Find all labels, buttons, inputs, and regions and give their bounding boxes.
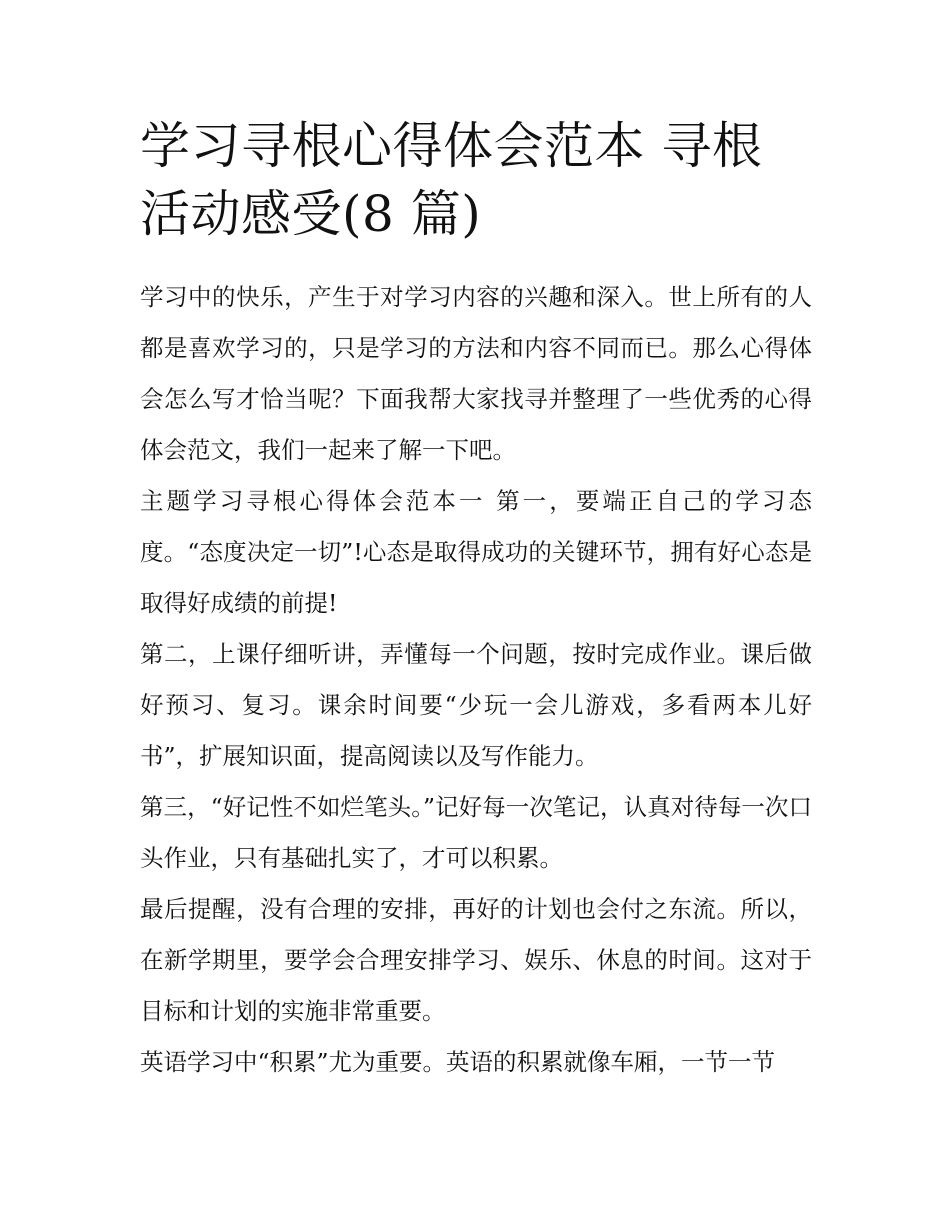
paragraph-first-point: 主题学习寻根心得体会范本一 第一，要端正自己的学习态度。“态度决定一切”!心态是取得成功的关键环节，拥有好心态是取得好成绩的前提! <box>140 487 812 617</box>
paragraph-third-point: 第三，“好记性不如烂笔头。”记好每一次笔记，认真对待每一次口头作业，只有基础扎实了，才可以积累。 <box>140 793 812 872</box>
document-title: 学习寻根心得体会范本 寻根活动感受(8 篇) <box>140 117 763 243</box>
document-body <box>140 272 812 1088</box>
document-page <box>140 112 812 1088</box>
paragraph-reminder: 最后提醒，没有合理的安排，再好的计划也会付之东流。所以，在新学期里，要学会合理安排学习、娱乐、休息的时间。这对于目标和计划的实施非常重要。 <box>140 895 812 1025</box>
paragraph-second-point: 第二，上课仔细听讲，弄懂每一个问题，按时完成作业。课后做好预习、复习。课余时间要“少玩一会儿游戏，多看两本儿好书”，扩展知识面，提高阅读以及写作能力。 <box>140 640 812 770</box>
paragraph-english-learning: 英语学习中“积累”尤为重要。英语的积累就像车厢，一节一节 <box>140 1048 776 1076</box>
paragraph-intro: 学习中的快乐，产生于对学习内容的兴趣和深入。世上所有的人都是喜欢学习的，只是学习的方法和内容不同而已。那么心得体会怎么写才恰当呢？下面我帮大家找寻并整理了一些优秀的心得体会范文，我们一起来了解一下吧。 <box>140 283 812 464</box>
